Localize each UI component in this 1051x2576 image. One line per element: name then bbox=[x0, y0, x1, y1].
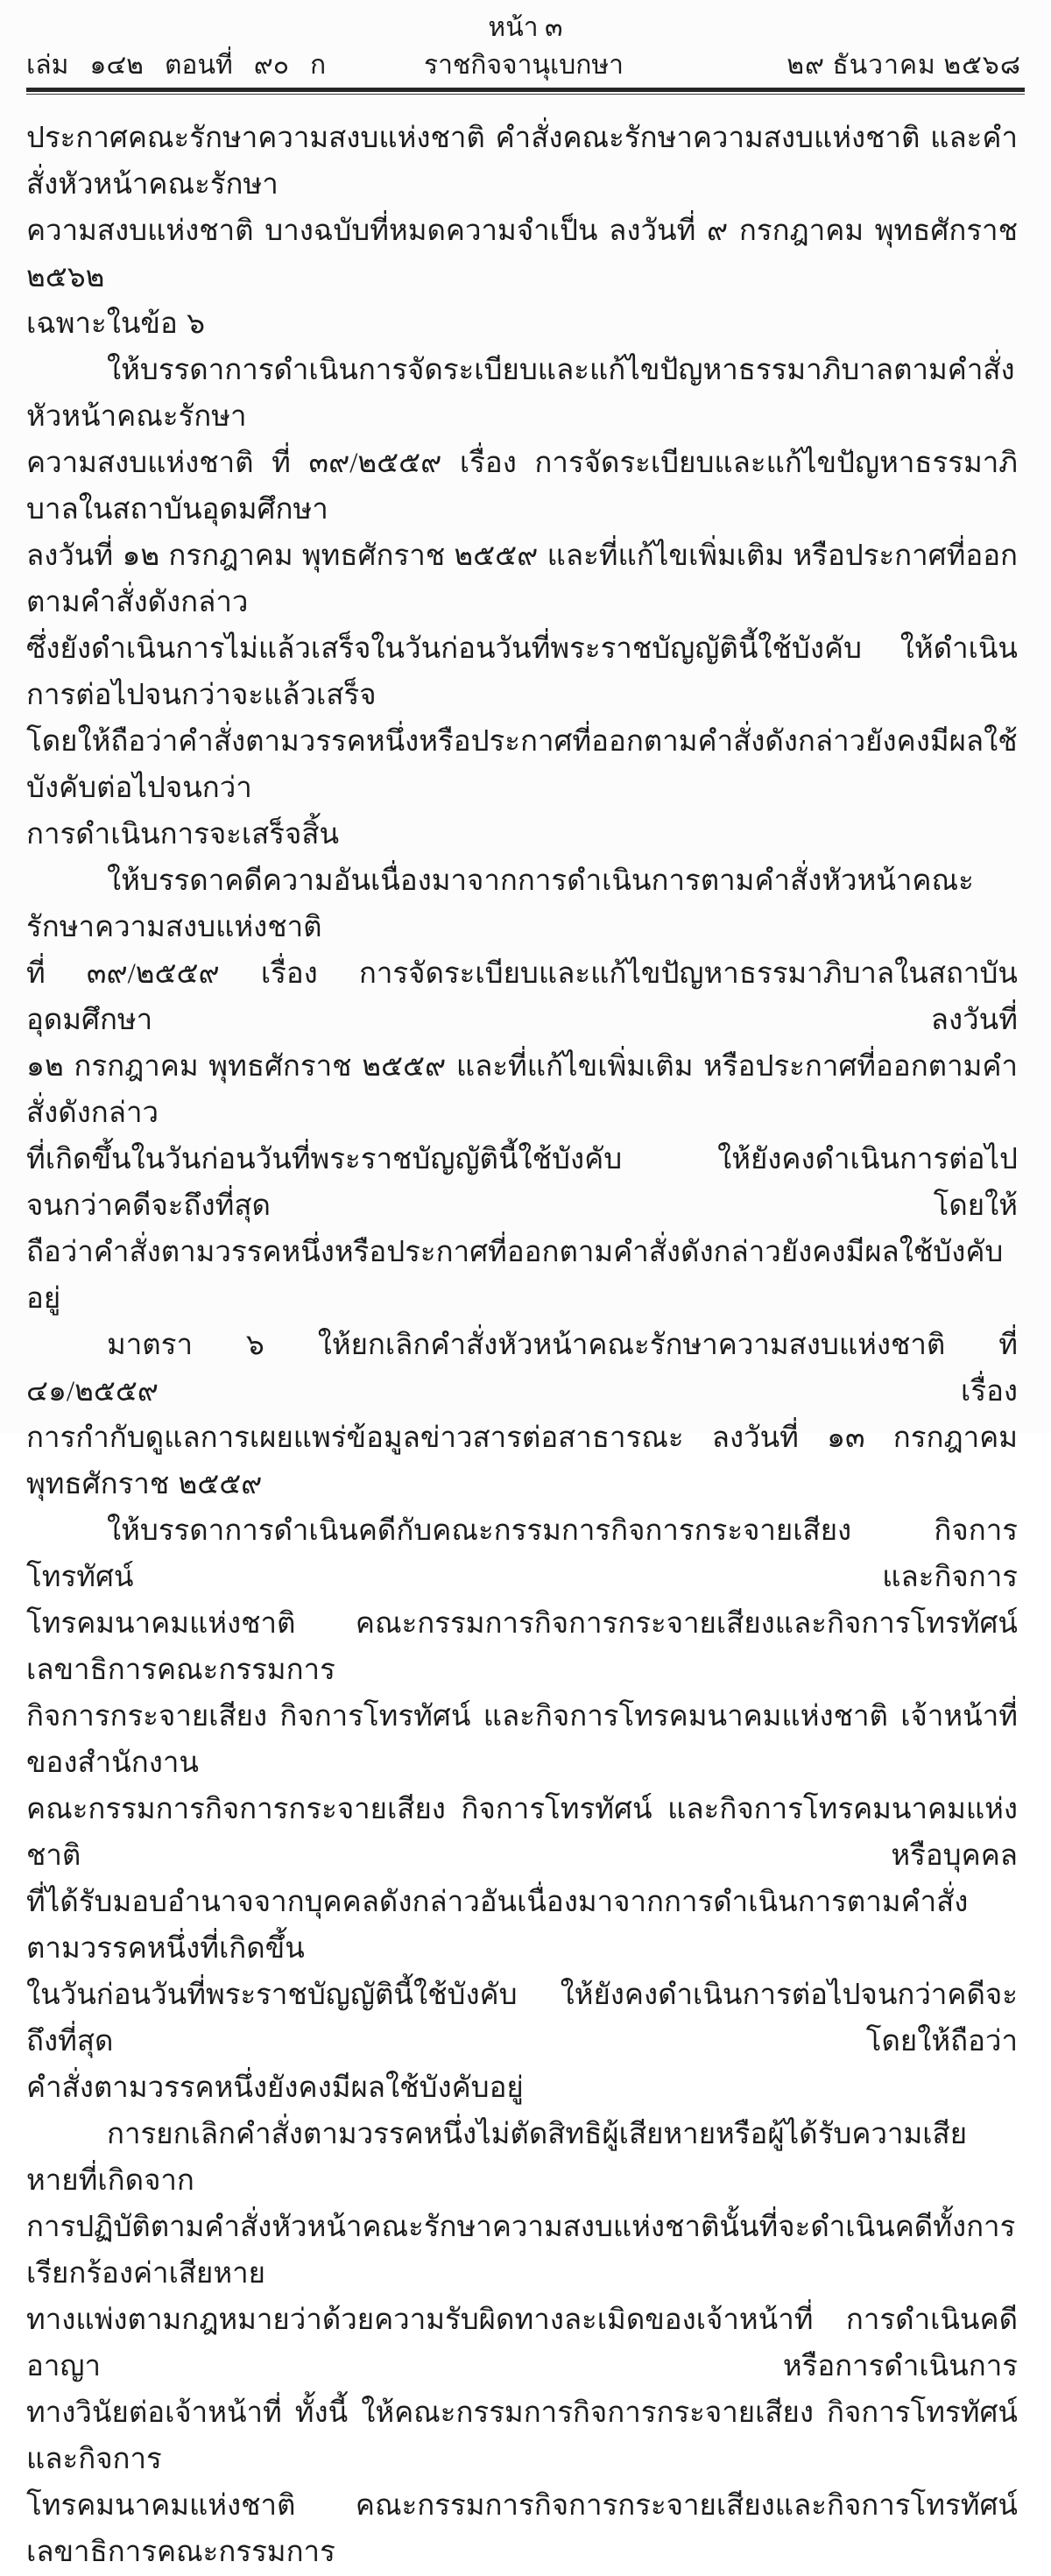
publication-date: ๒๙ ธันวาคม ๒๕๖๘ bbox=[786, 51, 1021, 80]
text-line: ถือว่าคำสั่งตามวรรคหนึ่งหรือประกาศที่ออกตามคำสั่งดังกล่าวยังคงมีผลใช้บังคับอยู่ bbox=[26, 1237, 1004, 1315]
text-line: ที่ได้รับมอบอำนาจจากบุคคลดังกล่าวอันเนื่องมาจากการดำเนินการตามคำสั่งตามวรรคหนึ่งที่เกิดขึ้น bbox=[26, 1887, 969, 1965]
document-body bbox=[0, 95, 1051, 2576]
text-line: เฉพาะในข้อ ๖ bbox=[26, 308, 206, 340]
text-line: โทรคมนาคมแห่งชาติ คณะกรรมการกิจการกระจายเสียงและกิจการโทรทัศน์ เลขาธิการคณะกรรมการ bbox=[26, 1608, 1018, 1686]
text-line: ทางวินัยต่อเจ้าหน้าที่ ทั้งนี้ ให้คณะกรรมการกิจการกระจายเสียง กิจการโทรทัศน์ และกิจการ bbox=[26, 2397, 1018, 2475]
text-line: โดยให้ถือว่าคำสั่งตามวรรคหนึ่งหรือประกาศที่ออกตามคำสั่งดังกล่าวยังคงมีผลใช้บังคับต่อไปจนกว่า bbox=[26, 726, 1018, 804]
page-header bbox=[0, 0, 1051, 95]
text-line: การปฏิบัติตามคำสั่งหัวหน้าคณะรักษาความสงบแห่งชาตินั้นที่จะดำเนินคดีทั้งการเรียกร้องค่าเสียหาย bbox=[26, 2212, 1016, 2290]
text-line: ลงวันที่ ๑๒ กรกฎาคม พุทธศักราช ๒๕๕๙ และที่แก้ไขเพิ่มเติม หรือประกาศที่ออกตามคำสั่งดังกล่าว bbox=[26, 540, 1018, 618]
text-line: ให้บรรดาการดำเนินการจัดระเบียบและแก้ไขปัญหาธรรมาภิบาลตามคำสั่งหัวหน้าคณะรักษา bbox=[26, 355, 1015, 433]
part-number: ๙๐ bbox=[253, 51, 290, 80]
text-line: ที่เกิดขึ้นในวันก่อนวันที่พระราชบัญญัตินี้ใช้บังคับ ให้ยังคงดำเนินการต่อไปจนกว่าคดีจะถึงที่สุด โดยให้ bbox=[26, 1144, 1018, 1222]
text-line: ที่ ๓๙/๒๕๕๙ เรื่อง การจัดระเบียบและแก้ไขปัญหาธรรมาภิบาลในสถาบันอุดมศึกษา ลงวันที่ bbox=[26, 958, 1018, 1036]
text-line: คำสั่งตามวรรคหนึ่งยังคงมีผลใช้บังคับอยู่ bbox=[26, 2072, 524, 2104]
text-line: ซึ่งยังดำเนินการไม่แล้วเสร็จในวันก่อนวันที่พระราชบัญญัตินี้ใช้บังคับ ให้ดำเนินการต่อไปจนกว่าจะแล้วเสร็จ bbox=[26, 633, 1018, 711]
gazette-title: ราชกิจจานุเบกษา bbox=[423, 51, 624, 80]
text-line: ความสงบแห่งชาติ ที่ ๓๙/๒๕๕๙ เรื่อง การจัดระเบียบและแก้ไขปัญหาธรรมาภิบาลในสถาบันอุดมศึกษา bbox=[26, 448, 1018, 526]
volume-label: เล่ม bbox=[26, 51, 69, 80]
text-line: กิจการกระจายเสียง กิจการโทรทัศน์ และกิจการโทรคมนาคมแห่งชาติ เจ้าหน้าที่ของสำนักงาน bbox=[26, 1701, 1018, 1779]
text-line: ความสงบแห่งชาติ บางฉบับที่หมดความจำเป็น ลงวันที่ ๙ กรกฎาคม พุทธศักราช ๒๕๖๒ bbox=[26, 215, 1018, 293]
header-row bbox=[0, 46, 1051, 84]
text-line: การกำกับดูแลการเผยแพร่ข้อมูลข่าวสารต่อสาธารณะ ลงวันที่ ๑๓ กรกฎาคม พุทธศักราช ๒๕๕๙ bbox=[26, 1422, 1018, 1500]
page-number-label: หน้า ๓ bbox=[488, 13, 563, 42]
text-line: ๑๒ กรกฎาคม พุทธศักราช ๒๕๕๙ และที่แก้ไขเพิ่มเติม หรือประกาศที่ออกตามคำสั่งดังกล่าว bbox=[26, 1051, 1018, 1129]
header-divider-rule bbox=[26, 88, 1025, 95]
text-line: ประกาศคณะรักษาความสงบแห่งชาติ คำสั่งคณะรักษาความสงบแห่งชาติ และคำสั่งหัวหน้าคณะรักษา bbox=[26, 123, 1018, 201]
text-line: การยกเลิกคำสั่งตามวรรคหนึ่งไม่ตัดสิทธิผู้เสียหายหรือผู้ได้รับความเสียหายที่เกิดจาก bbox=[26, 2119, 968, 2197]
volume-part-info bbox=[26, 47, 326, 84]
text-line: ทางแพ่งตามกฎหมายว่าด้วยความรับผิดทางละเมิดของเจ้าหน้าที่ การดำเนินคดีอาญา หรือการดำเนินการ bbox=[26, 2304, 1018, 2382]
text-line: ให้บรรดาคดีความอันเนื่องมาจากการดำเนินการตามคำสั่งหัวหน้าคณะรักษาความสงบแห่งชาติ bbox=[26, 865, 974, 943]
part-label: ตอนที่ bbox=[164, 51, 233, 80]
book-section-letter: ก bbox=[310, 51, 327, 80]
volume-number: ๑๔๒ bbox=[89, 51, 144, 80]
text-line: ให้บรรดาการดำเนินคดีกับคณะกรรมการกิจการกระจายเสียง กิจการโทรทัศน์ และกิจการ bbox=[26, 1515, 1018, 1593]
text-line: มาตรา ๖ ให้ยกเลิกคำสั่งหัวหน้าคณะรักษาความสงบแห่งชาติ ที่ ๔๑/๒๕๕๙ เรื่อง bbox=[26, 1330, 1018, 1408]
text-line: โทรคมนาคมแห่งชาติ คณะกรรมการกิจการกระจายเสียงและกิจการโทรทัศน์ เลขาธิการคณะกรรมการ bbox=[26, 2490, 1018, 2568]
text-line: ในวันก่อนวันที่พระราชบัญญัตินี้ใช้บังคับ ให้ยังคงดำเนินการต่อไปจนกว่าคดีจะถึงที่สุด โดยให้ถือว่า bbox=[26, 1980, 1018, 2057]
text-line: การดำเนินการจะเสร็จสิ้น bbox=[26, 819, 340, 850]
text-line: คณะกรรมการกิจการกระจายเสียง กิจการโทรทัศน์ และกิจการโทรคมนาคมแห่งชาติ หรือบุคคล bbox=[26, 1794, 1018, 1872]
